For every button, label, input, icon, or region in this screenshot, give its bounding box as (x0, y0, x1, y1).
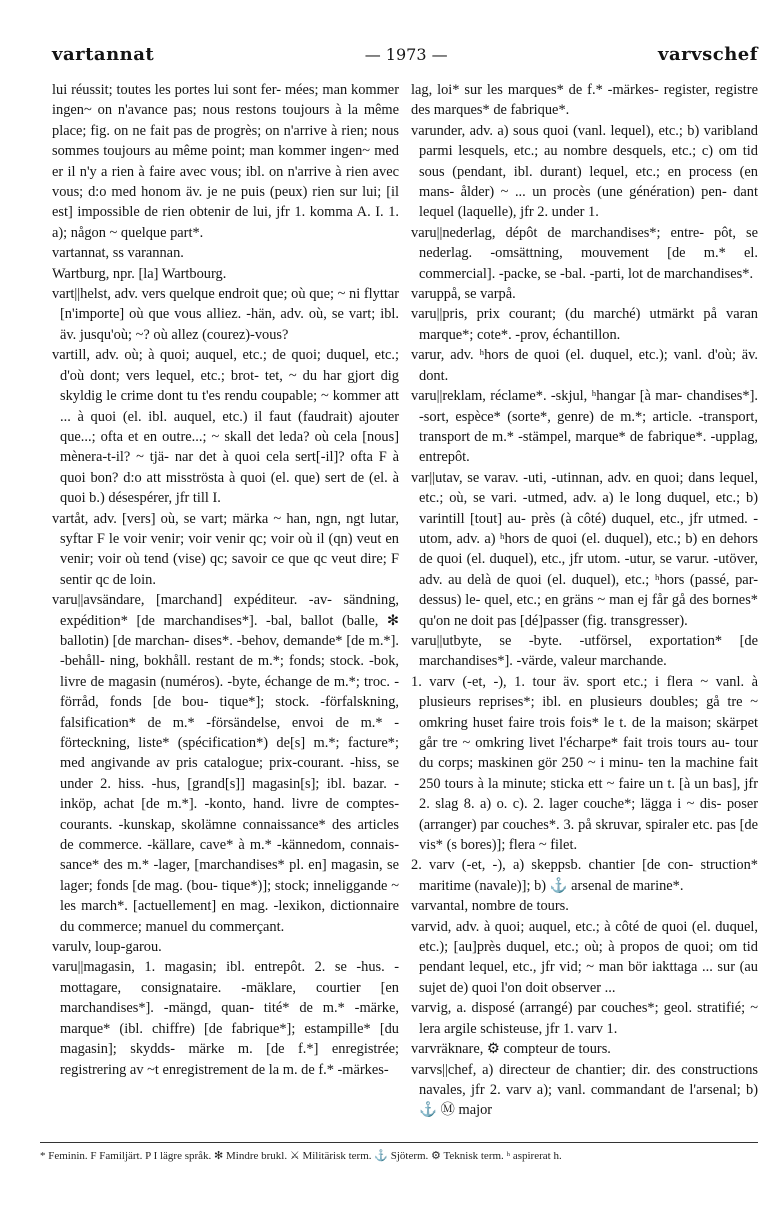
entry-vartannat: vartannat, ss varannan. (52, 245, 184, 262)
entry-varuutbyte: varu||utbyte, se -byte. -utförsel, exportation* [de marchandises*]. -värde, valeur marchande. (411, 632, 758, 670)
entry-varupris: varu||pris, prix courant; (du marché) utmärkt på varan marque*; cote*. -prov, échantillon. (411, 306, 758, 343)
entry-varvig: varvig, a. disposé (arrangé) par couches*; geol. stratifié; ~ lera argile schisteuse, jfr 1. varv 1. (411, 1000, 758, 1037)
entry-varur: varur, adv. ʰhors de quoi (el. duquel, etc.); vanl. d'où; äv. dont. (411, 347, 758, 384)
entry-varunder: varunder, adv. a) sous quoi (vanl. lequel), etc.; b) varibland parmi lesquels, etc.; au nombre desquels, etc.; c) om tid sous (pendant, ibl. durant) lequel, etc.; en process (en mans- ålder) ~ ... un procès (une génération) pen- dant lequel (laquelle), jfr 2. under 1. (411, 122, 758, 221)
entry-varureklam: varu||reklam, réclame*. -skjul, ʰhangar [à mar- chandises*]. -sort, espèce* (sorte*, genre) de m.*; article. -transport, transport de m.* -stämpel, marque* de fabrique*. -upplag, entrepôt. (411, 388, 758, 466)
entry-continuation: lui réussit; toutes les portes lui sont fer- mées; man kommer ingen~ on n'avance pas; nous restons toujours à la même place; fig. on ne fait pas de progrès; on n'arrive à rien; nous sommes toujours au même point; man kommer ingen~ med er il n'y a rien à faire avec vous; ibl. on n'arrive à rien avec vous; d:o med honom äv. je ne puis (peux) rien sur lui; [il est] impossible de rien obtenir de lui, jfr 1. komma A. I. 1. a); någon ~ quelque part*. (52, 82, 399, 241)
entry-wartburg: Wartburg, npr. [la] Wartbourg. (52, 265, 227, 282)
page-number: — 1973 — (364, 45, 448, 64)
entry-varutav: var||utav, se varav. -uti, -utinnan, adv. en quoi; dans lequel, etc.; où, se vari. -utmed, adv. a) le long duquel, etc.; b) varintill [tout] au- près (à côté) duquel, etc., jfr utmed. -utom, adv. a) ʰhors de quoi (el. duquel), etc.; b) en dehors de quoi (el. duquel), etc., jfr utom. -utur, se varur. -utöver, adv. au delà de quoi (el. duquel), etc.; ʰhors (passé, par-dessus) le- quel, etc.; en gräns ~ man ej får gå des bornes* qu'on ne doit pas [dé]passer (fig. transgresser). (411, 469, 758, 629)
entry-varthelst: vart||helst, adv. vers quelque endroit que; où que; ~ ni flyttar [n'importe] où que vous alliez. -hän, adv. où, se vart; ibl. äv. jusqu'où; ~? où allez (courez)-vous? (52, 286, 399, 343)
right-guide-word: varvschef (658, 44, 758, 65)
entry-varvid: varvid, adv. à quoi; auquel, etc.; à côté de quoi (el. duquel, etc.); [au]près duquel, etc.; où; à propos de quoi; om tid pendant lequel, etc., jfr vid; ~ man bör iakttaga ... sur (au sujet de) quoi l'on doit observer ... (411, 918, 758, 996)
left-column (52, 80, 399, 1121)
entry-2-varv: 2. varv (-et, -), a) skeppsb. chantier [de con- struction* maritime (navale)]; b) ⚓ arsenal de marine*. (411, 857, 758, 894)
footnote-legend: * Feminin. F Familjärt. P I lägre språk. ✻ Mindre brukl. ⚔ Militärisk term. ⚓ Sjöterm. ⚙ Teknisk term. ʰ aspirerat h. (40, 1142, 758, 1163)
entry-varunederlag: varu||nederlag, dépôt de marchandises*; entre- pôt, se nederlag. -omsättning, mouvement [de m.* el. commercial]. -packe, se -bal. -parti, lot de marchandises*. (411, 224, 758, 282)
text-columns (52, 80, 758, 1121)
entry-vartill: vartill, adv. où; à quoi; auquel, etc.; de quoi; duquel, etc.; d'où dont; vers lequel, etc.; brot- tet, ~ du har gjort dig skyldig le crime dont tu t'es rendu coupable; ~ kommer att ... à quoi (el. ibl. auquel, etc.) il faut (faudrait) ajouter que...; ofta et en outre...; ~ skall det leda? où cela [nous] mènera-t-il? ~ tjä- nar det à quoi cela sert[-il]? ofta F à quoi bon? d:o att misströsta à quoi (el. que) sert de (el. à quoi b.) désespérer, jfr till I. (52, 347, 399, 507)
page-header (52, 44, 758, 74)
entry-vartat: vartåt, adv. [vers] où, se vart; märka ~ han, ngn, ngt lutar, syftar F le voir venir; voir venir qc; voir où il (qn) veut en venir; voir où tend (vise) qc; savoir ce que qc veut dire; F sentir qc de loin. (52, 510, 399, 588)
entry-varumagasin: varu||magasin, 1. magasin; ibl. entrepôt. 2. se -hus. -mottagare, consignataire. -mäklare, courtier [en marchandises*]. -mängd, quan- tité* de m.* -märke, marque* (ibl. chiffre) [de fabrique*]; estampille* [du magasin]; skydds- märke m. [de f.*] enregistrée; registrering av ~t enregistrement de la m. de f.* -märkes- (52, 959, 399, 1078)
entry-varvschef: varvs||chef, a) directeur de chantier; dir. des constructions navales, jfr 2. varv a); vanl. commandant de l'arsenal; b) ⚓ Ⓜ major (411, 1061, 758, 1119)
entry-varuppa: varuppå, se varpå. (411, 286, 516, 303)
entry-continuation: lag, loi* sur les marques* de f.* -märkes- register, registre des marques* de fabrique*. (411, 82, 758, 119)
entry-varvantal: varvantal, nombre de tours. (411, 898, 569, 915)
right-column (411, 80, 758, 1121)
left-guide-word: vartannat (52, 44, 155, 65)
entry-varvraknare: varvräknare, ⚙ compteur de tours. (411, 1041, 611, 1058)
entry-varulv: varulv, loup-garou. (52, 939, 162, 956)
entry-varuavsandare: varu||avsändare, [marchand] expéditeur. -av- sändning, expédition* [de marchandises*]. -bal, ballot (balle, ✻ ballotin) [de marchan- dises*. -behov, demande* [de m.*]. -behåll- ning, bokhåll. restant de m.*; fonds; stock. -bok, livre de magasin (numéros). -byte, échange de m.*; troc. -förråd, fonds [de bou- tique*]; stock. -förfalskning, falsification* de m.* -försändelse, envoi de m.* -förteckning, liste* (spécification*) de[s] m.*; facture*; med angivande av pris catalogue; prix-courant. -hiss, se under 2. hiss. -hus, [grand[s]] magasin[s]; ibl. bazar. -inköp, achat [de m.*]. -konto, hand. livre de comptes-courants. -kunskap, skolämne connaissance* des articles de commerce. -källare, cave* à m.* -kännedom, connais- sance* des m.* -lager, [marchandises* pl. en] magasin, se lager; fonds [de mag. (bou- tique*)]; stock; inneliggande ~ les march*. [actuellement] en mag. -lexikon, dictionnaire du commerce; manuel du commerçant. (52, 592, 399, 935)
entry-1-varv: 1. varv (-et, -), 1. tour äv. sport etc.; i flera ~ vanl. à plusieurs reprises*; ibl. en plusieurs doubles; gå tre ~ omkring huset faire trois fois* le t. de la maison; skärpet går tre ~ omkring livet l'écharpe* fait trois tours au- tour du corps; maskinen gör 250 ~ i minu- ten la machine fait 250 tours à la minute; sticka ett ~ faire un t. [à un bas], jfr 2. slag 8. a) o. c). 2. lager couche*; lägga i ~ dis- poser (arranger) par couches*. 3. på skruvar, spiraler etc. pas [de vis* (s bores)]; flera ~ filet. (411, 673, 758, 854)
